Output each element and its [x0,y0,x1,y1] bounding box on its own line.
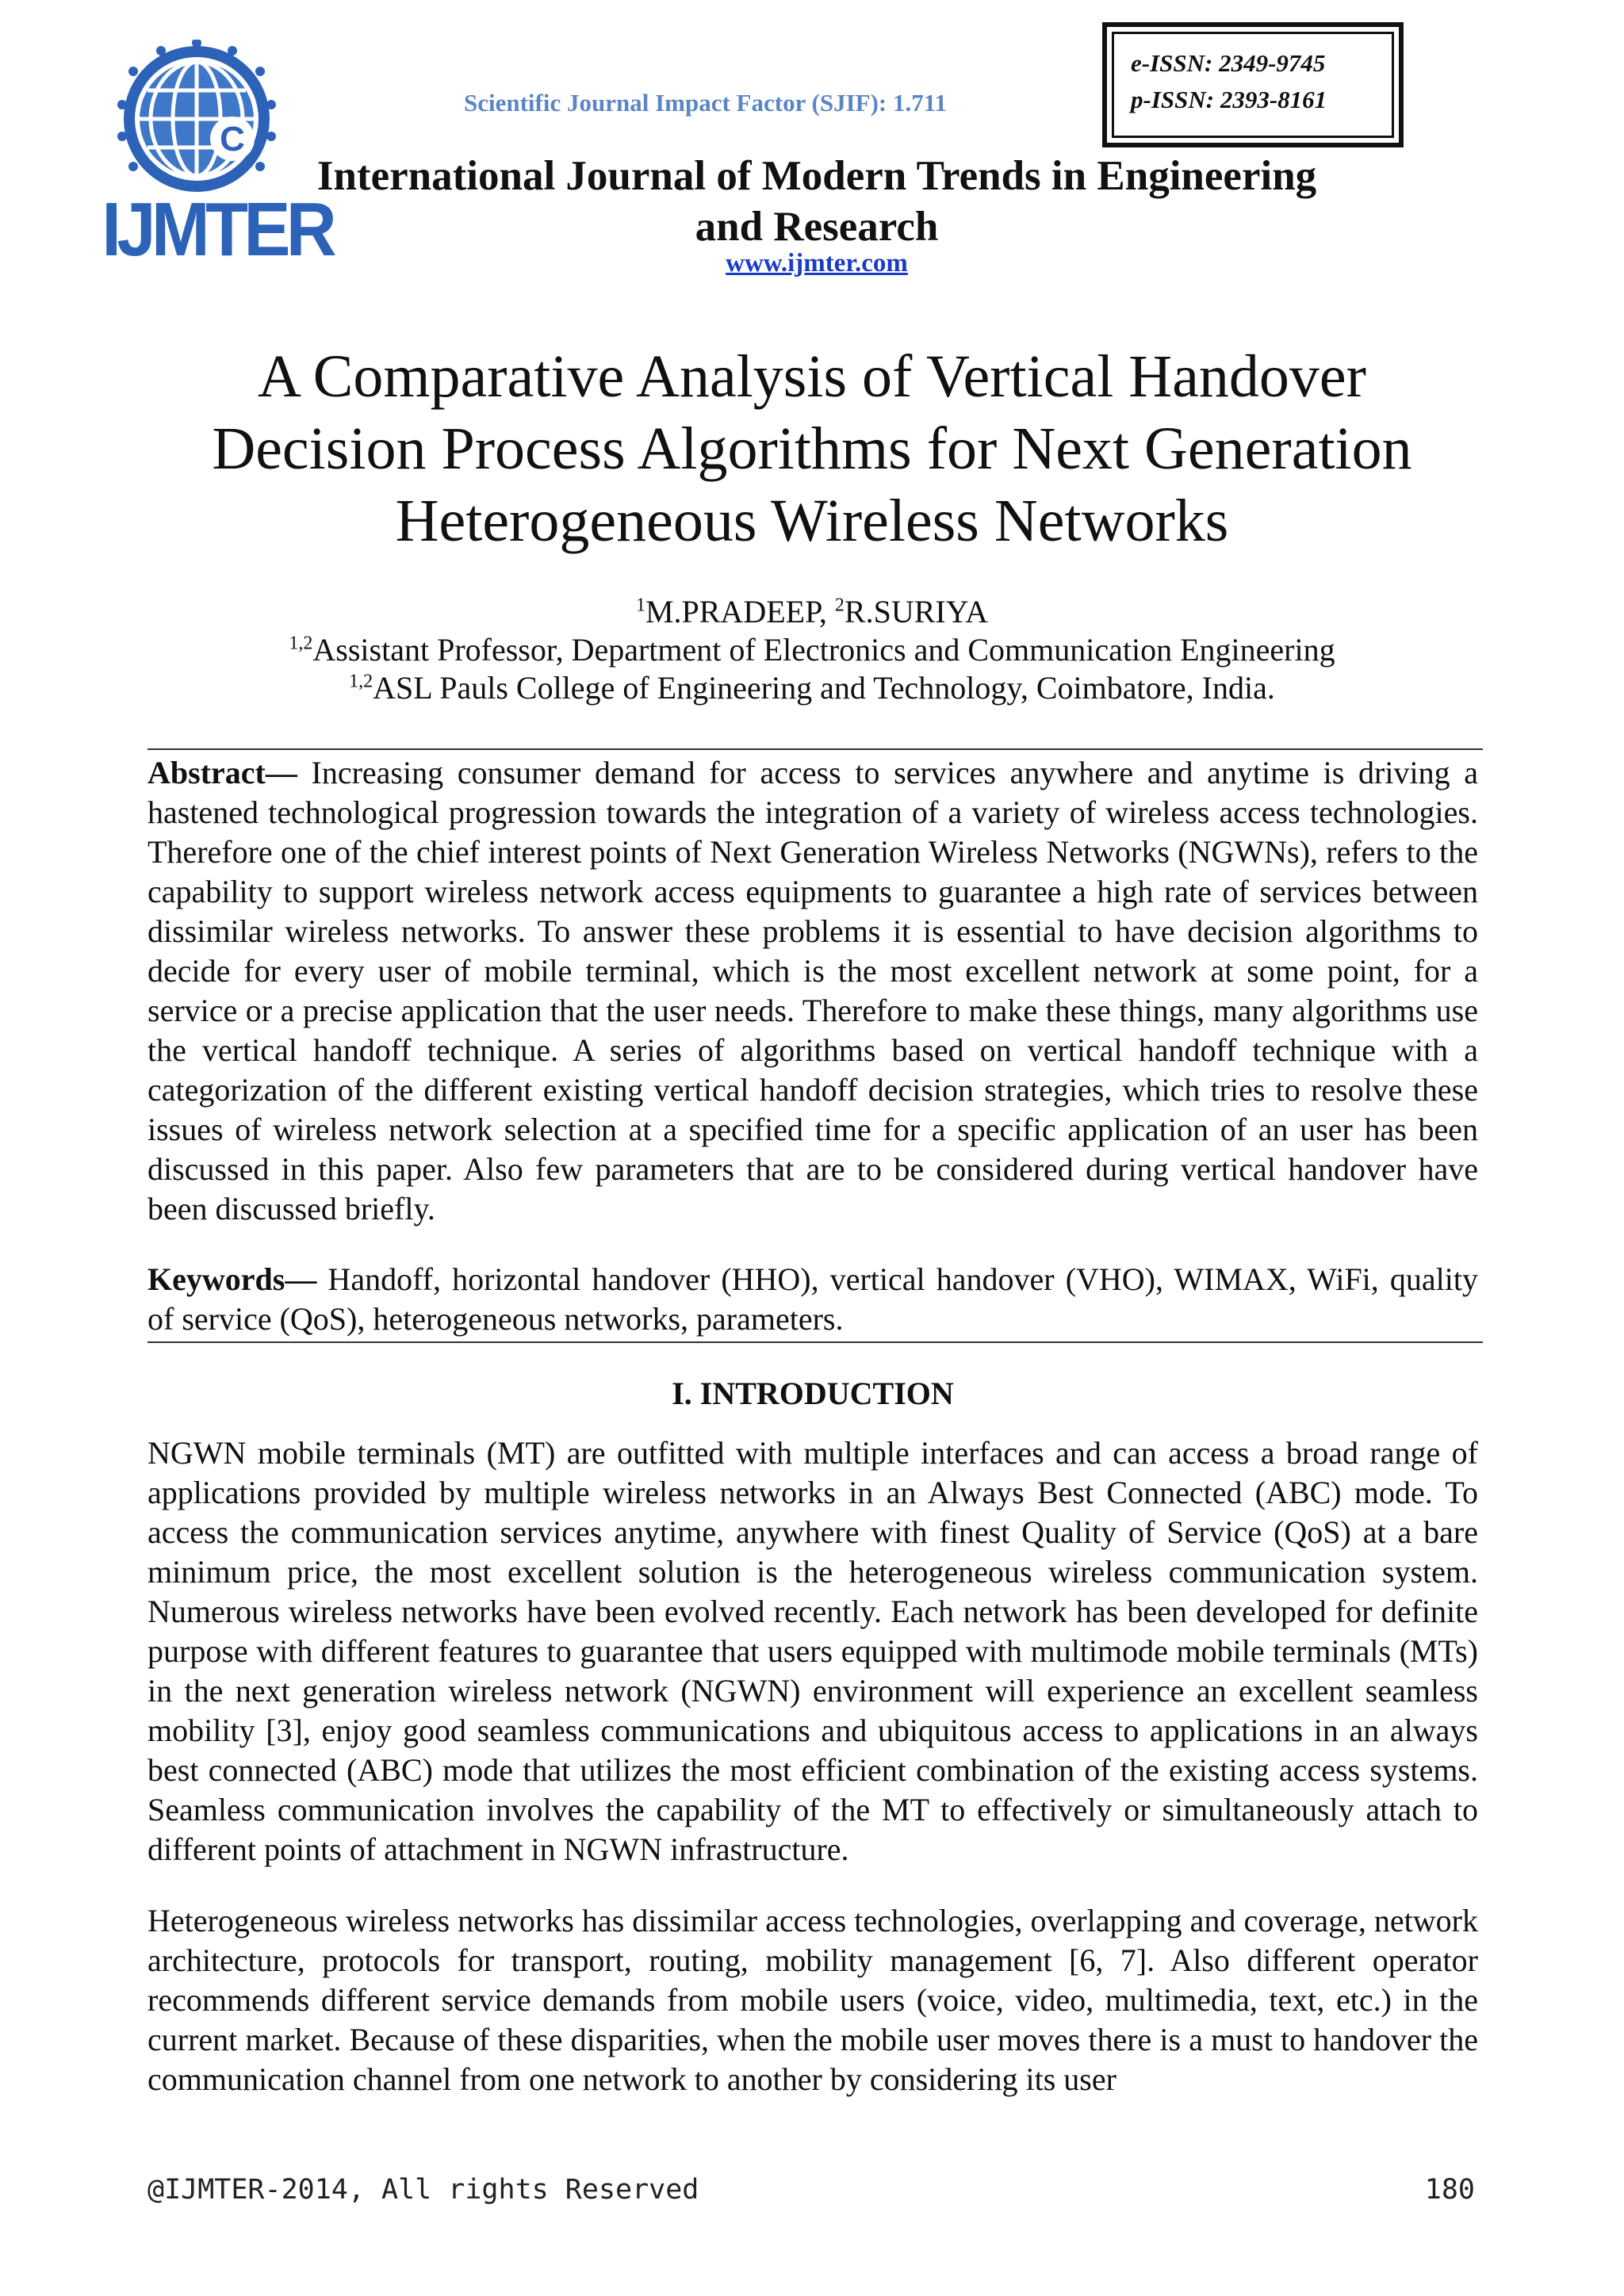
issn-box [1102,22,1404,147]
abstract-text: Increasing consumer demand for access to services anywhere and anytime is driving a hastened technological progression towards the integration of a variety of wireless access technologies. Therefore one of the chief interest points of Next Generation Wireless Networks (NGWNs), refers to the capability to support wireless network access equipments to guarantee a high rate of services between dissimilar wireless networks. To answer these problems it is essential to have decision algorithms to decide for every user of mobile terminal, which is the most excellent network at some point, for a service or a precise application that the user needs. Therefore to make these things, many algorithms use the vertical handoff technique. A series of algorithms based on vertical handoff technique with a categorization of the different existing vertical handoff decision strategies, which tries to resolve these issues of wireless network selection at a specified time for a specific application of an user has been discussed in this paper. Also few parameters that are to be considered during vertical handover have been discussed briefly. [147,755,1478,1226]
paper-title-line: Decision Process Algorithms for Next Generation [212,415,1412,482]
e-issn: e-ISSN: 2349-9745 [1131,49,1326,77]
paper-title-line: Heterogeneous Wireless Networks [395,488,1229,554]
authors: $^1$M.PRADEEP, $^2$R.SURIYA [635,594,989,629]
keywords-text: Handoff, horizontal handover (HHO), vertical handover (VHO), WIMAX, WiFi, quality of service (QoS), heterogeneous networks, parameters. [147,1261,1478,1337]
abstract-label: Abstract— [147,755,297,790]
page-number: 180 [1424,2174,1475,2206]
impact-factor: Scientific Journal Impact Factor (SJIF): 1.711 [464,89,948,117]
intro-paragraph: NGWN mobile terminals (MT) are outfitted with multiple interfaces and can access a broad range of applications provided by multiple wireless networks in an Always Best Connected (ABC) mode. To access the communication services anytime, anywhere with finest Quality of Service (QoS) at a bare minimum price, the most excellent solution is the heterogeneous wireless communication system. Numerous wireless networks have been evolved recently. Each network has been developed for definite purpose with different features to guarantee that users equipped with multimode mobile terminals (MTs) in the next generation wireless network (NGWN) environment will experience an excellent seamless mobility [3], enjoy good seamless communications and ubiquitous access to applications in an always best connected (ABC) mode that utilizes the most efficient combination of the existing access systems. Seamless communication involves the capability of the MT to effectively or simultaneously attach to different points of attachment in NGWN infrastructure. [147,1435,1478,1867]
journal-url-link[interactable]: www.ijmter.com [726,249,908,277]
affiliation: $^{1,2}$ASL Pauls College of Engineering and Technology, Coimbatore, India. [349,670,1275,706]
keywords-label: Keywords— [147,1261,317,1297]
abstract [147,753,1478,1229]
journal-logo [94,40,333,272]
logo-text: IJMTER [102,187,333,272]
affiliation: $^{1,2}$Assistant Professor, Department of Electronics and Communication Engineering [289,632,1335,668]
divider [147,748,1483,750]
section-heading: I. INTRODUCTION [672,1376,954,1411]
p-issn: p-ISSN: 2393-8161 [1131,86,1327,113]
paper-title [143,341,1481,557]
journal-title: International Journal of Modern Trends in Engineering and Research [316,153,1317,250]
footer-copyright: @IJMTER-2014, All rights Reserved [147,2174,699,2206]
author-name: R.SURIYA [844,594,989,629]
globe-icon [94,40,300,198]
keywords [147,1260,1478,1339]
divider [147,1341,1483,1343]
paper-title-line: A Comparative Analysis of Vertical Handover [258,343,1366,410]
svg-text:C: C [220,120,245,159]
author-name: M.PRADEEP, [645,594,835,629]
intro-paragraph: Heterogeneous wireless networks has dissimilar access technologies, overlapping and coverage, network architecture, protocols for transport, routing, mobility management [6, 7]. Also different operator recommends different service demands from mobile users (voice, video, multimedia, text, etc.) in the current market. Because of these disparities, when the mobile user moves there is a must to handover the communication channel from one network to another by considering its user [147,1903,1478,2097]
